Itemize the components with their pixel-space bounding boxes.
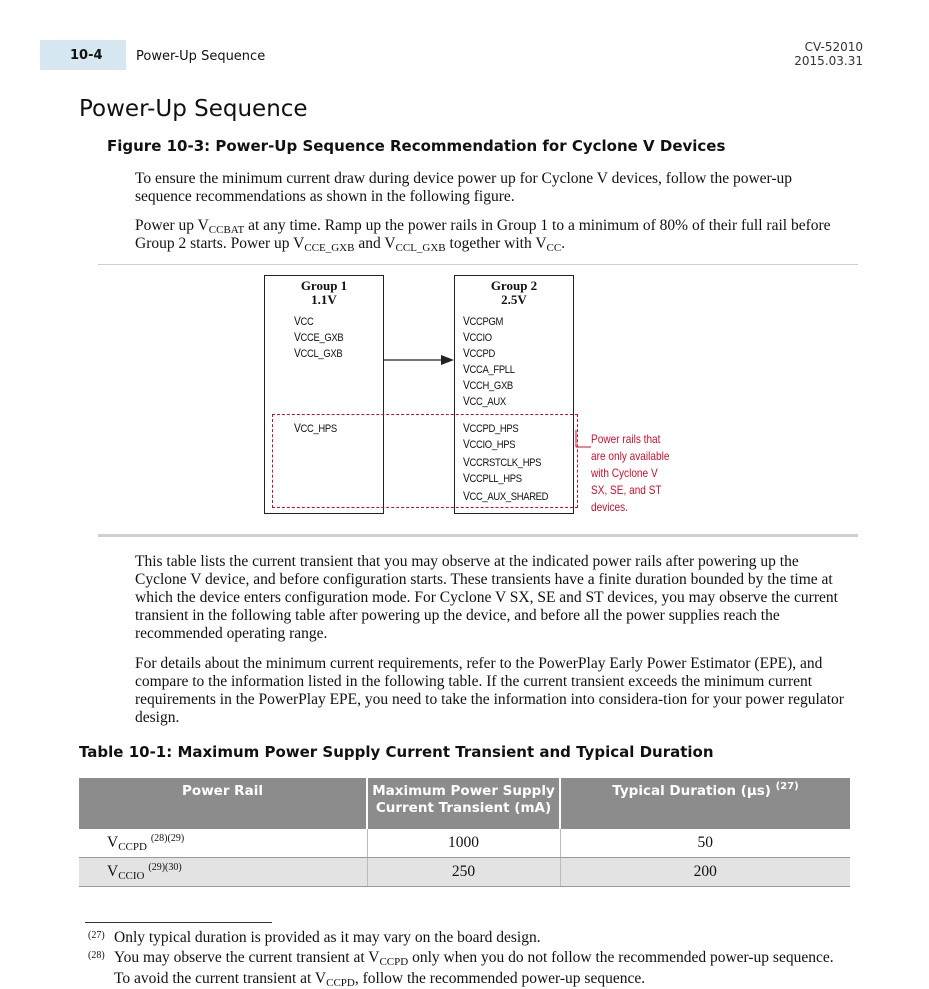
- running-header-title: Power-Up Sequence: [136, 49, 266, 64]
- section-heading: Power-Up Sequence: [79, 96, 308, 122]
- document-code: CV-52010: [804, 40, 863, 54]
- rail-vcca-fpll: VCCA_FPLL: [463, 362, 515, 376]
- rail-vccpgm: VCCPGM: [463, 314, 504, 328]
- footnote-28: [88, 947, 848, 989]
- details-paragraph: For details about the minimum current requirements, refer to the PowerPlay Early Power Estimator (EPE), and compare to the information listed in the following table. If the current transient exceeds the minimum current requirements in the PowerPlay EPE, you need to take the information into considera-tion for your power regulator design.: [135, 655, 844, 726]
- footnote-text: You may observe the current transient at $V_{CCPD}$ only when you do not follow the recommended power-up sequence. To avoid the current transient at $V_{CCPD}$, follow the recommended power-up sequence.: [114, 949, 834, 989]
- footnote-27: [88, 927, 848, 948]
- intro-paragraph: To ensure the minimum current draw during device power up for Cyclone V devices, follow the power-up sequence recommendations as shown in the following figure.: [135, 170, 793, 205]
- current-transient-table: [79, 778, 850, 887]
- rail-vcch-gxb: VCCH_GXB: [463, 378, 513, 392]
- transient-paragraph: This table lists the current transient that you may observe at the indicated power rails after powering up the Cyclone V device, and before configuration starts. These transients have a finite duration bounded by the time at which the device enters configuration mode. For Cyclone V SX, SE and ST devices, you may observe the current transient in the following table after powering up the device, and before all the power supplies reach the recommended operating range.: [135, 553, 838, 642]
- rail-cell: $V_{CCIO}$ $^{(29)(30)}$: [79, 858, 367, 887]
- duration-cell: 200: [560, 858, 850, 887]
- rail-vccpll-hps: VCCPLL_HPS: [463, 471, 522, 485]
- rail-vccl-gxb: VCCL_GXB: [294, 346, 343, 360]
- hps-availability-note: Power rails that are only available with Cyclone V SX, SE, and ST devices.: [591, 432, 670, 514]
- ramp-paragraph: Power up $V_{CCBAT}$ at any time. Ramp up the power rails in Group 1 to a minimum of 80% of their full rail before Group 2 starts. Power up $V_{CCE\_GXB}$ and $V_{CCL\_GXB}$ together with $V_{CC}$.: [135, 217, 831, 254]
- group1-hps-rail-list: [294, 421, 337, 437]
- rail-vcce-gxb: VCCE_GXB: [294, 330, 344, 344]
- figure-top-rule: [98, 264, 858, 265]
- table-row: [79, 858, 850, 887]
- footnote-marker: (28): [88, 950, 105, 961]
- table-header-row: [79, 778, 850, 829]
- rail-vcc-aux: VCC_AUX: [463, 394, 506, 408]
- rail-vccrstclk-hps: VCCRSTCLK_HPS: [463, 455, 542, 469]
- figure-bottom-rule: [98, 534, 858, 537]
- footnote-text: Only typical duration is provided as it may vary on the board design.: [114, 929, 541, 946]
- page-number: 10-4: [70, 48, 103, 63]
- table-row: [79, 829, 850, 858]
- rail-vccpd: VCCPD: [463, 346, 495, 360]
- footnote-marker: (27): [88, 930, 105, 941]
- table-caption: Table 10-1: Maximum Power Supply Current Transient and Typical Duration: [79, 743, 714, 761]
- current-cell: 250: [367, 858, 560, 887]
- group2-rail-list: [463, 314, 515, 410]
- footnote-rule: [85, 922, 272, 923]
- rail-vccpd-hps: VCCPD_HPS: [463, 421, 519, 435]
- rail-vccio: VCCIO: [463, 330, 492, 344]
- rail-vcc: VCC: [294, 314, 314, 328]
- header-power-rail: Power Rail: [79, 778, 367, 829]
- rail-vccio-hps: VCCIO_HPS: [463, 437, 516, 451]
- current-cell: 1000: [367, 829, 560, 858]
- rail-cell: $V_{CCPD}$ $^{(28)(29)}$: [79, 829, 367, 858]
- document-date: 2015.03.31: [794, 54, 863, 68]
- figure-caption: Figure 10-3: Power-Up Sequence Recommendation for Cyclone V Devices: [107, 137, 726, 155]
- group1-rail-list: [294, 314, 343, 362]
- duration-cell: 50: [560, 829, 850, 858]
- group2-title: Group 2 2.5V: [490, 278, 538, 307]
- document-id: [794, 40, 863, 68]
- group1-title: Group 1 1.1V: [300, 278, 348, 307]
- group1-to-group2-arrow: [380, 350, 460, 370]
- group2-hps-rail-list: [463, 421, 548, 505]
- header-max-current: Maximum Power Supply Current Transient (mA): [367, 778, 560, 829]
- rail-vcc-aux-shared: VCC_AUX_SHARED: [463, 489, 549, 503]
- rail-vcc-hps: VCC_HPS: [294, 421, 337, 435]
- header-typical-duration: Typical Duration (µs) $^{(27)}$: [560, 778, 850, 829]
